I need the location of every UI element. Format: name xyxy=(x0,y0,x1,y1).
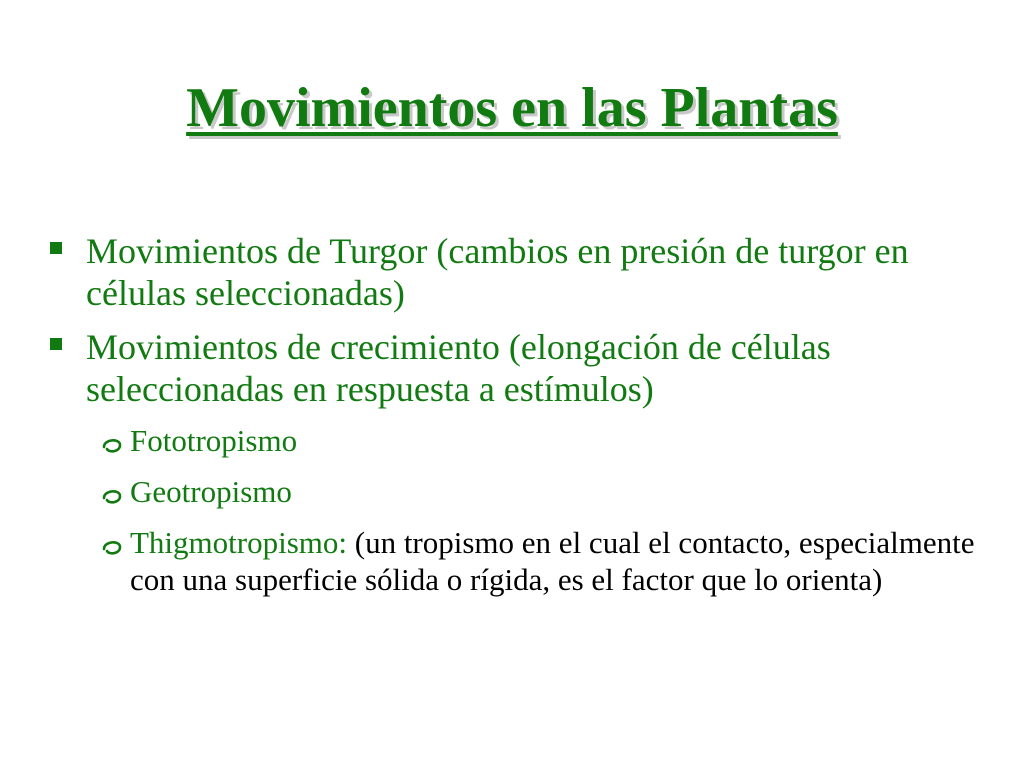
sub-bullet-text: Fototropismo xyxy=(130,423,298,458)
open-circle-bullet-icon xyxy=(100,536,124,558)
sub-bullet-item xyxy=(100,422,1000,459)
bullet-item xyxy=(50,230,1000,314)
sub-bullet-text: Geotropismo xyxy=(130,474,292,509)
open-circle-bullet-icon xyxy=(100,485,124,507)
definition-text: (un tropismo en el cual el contacto, especialmente con una superficie sólida o rígida, es el factor que lo orienta) xyxy=(130,525,975,597)
bullet-item xyxy=(50,326,1000,410)
square-bullet-icon xyxy=(50,338,62,350)
slide-body xyxy=(50,230,1000,612)
sub-bullet-item xyxy=(100,524,1000,598)
square-bullet-icon xyxy=(50,242,62,254)
open-circle-bullet-icon xyxy=(100,434,124,456)
slide-title: Movimientos en las Plantas xyxy=(186,77,838,139)
bullet-text: Movimientos de Turgor (cambios en presión de turgor en células seleccionadas) xyxy=(86,231,909,313)
sub-bullet-text: Thigmotropismo: xyxy=(130,525,355,560)
bullet-text: Movimientos de crecimiento (elongación de células seleccionadas en respuesta a estímulos) xyxy=(86,327,831,409)
sub-bullet-item xyxy=(100,473,1000,510)
